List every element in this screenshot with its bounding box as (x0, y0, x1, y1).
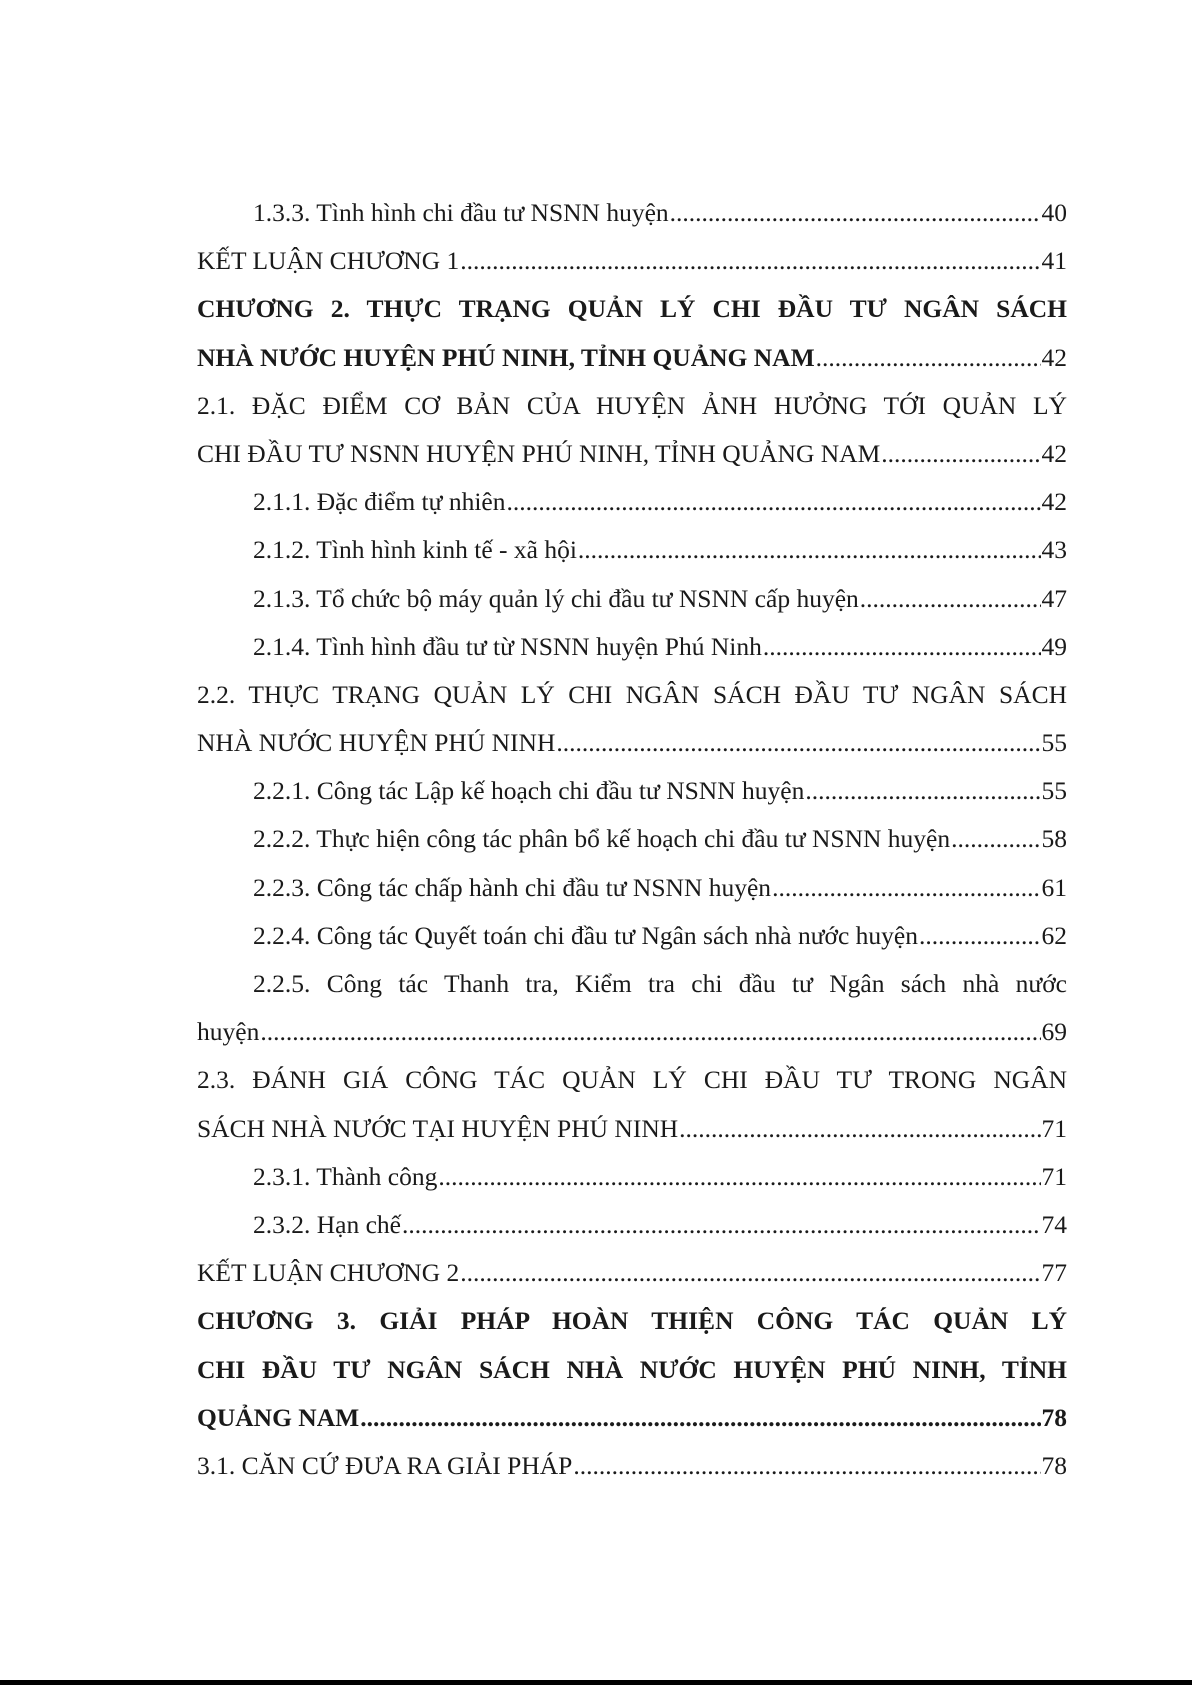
toc-entry-title: KẾT LUẬN CHƯƠNG 1 (197, 246, 460, 276)
toc-page-number: 40 (1041, 198, 1067, 227)
toc-entry-1-3-3[interactable] (197, 189, 1067, 237)
toc-page-number: 42 (1041, 438, 1067, 468)
toc-entry-title: 2.2.4. Công tác Quyết toán chi đầu tư Ngân sách nhà nước huyện (253, 920, 919, 950)
toc-entry-title: 2.2.2. Thực hiện công tác phân bổ kế hoạch chi đầu tư NSNN huyện (253, 824, 951, 854)
toc-entry-2-1-2[interactable] (197, 526, 1067, 574)
dot-leader (460, 1249, 1040, 1297)
toc-page-number: 42 (1041, 342, 1067, 372)
toc-entry-title-line (197, 1105, 1067, 1153)
toc-entry-2-2-2[interactable] (197, 815, 1067, 863)
toc-entry-title: QUẢNG NAM (197, 1402, 360, 1432)
toc-page-number: 55 (1041, 776, 1067, 806)
toc-page-number: 78 (1041, 1450, 1067, 1480)
dot-leader (438, 1153, 1040, 1201)
toc-entry-ket-luan-chuong-2[interactable] (197, 1249, 1067, 1297)
toc-page-number: 47 (1041, 583, 1067, 613)
toc-entry-title-line: 2.1. ĐẶC ĐIỂM CƠ BẢN CỦA HUYỆN ẢNH HƯỞNG TỚI QUẢN LÝ (197, 390, 1067, 420)
toc-page-number: 69 (1041, 1017, 1067, 1047)
toc-entry-title: 2.3.2. Hạn chế (253, 1209, 401, 1239)
toc-entry-title: NHÀ NƯỚC HUYỆN PHÚ NINH (197, 728, 556, 758)
toc-entry-2-2[interactable] (197, 671, 1067, 767)
toc-entry-chuong-2[interactable] (197, 285, 1067, 381)
toc-entry-title-line: 2.3. ĐÁNH GIÁ CÔNG TÁC QUẢN LÝ CHI ĐẦU TƯ TRONG NGÂN (197, 1065, 1067, 1095)
dot-leader (881, 430, 1040, 478)
toc-page-number: 71 (1041, 1161, 1067, 1191)
toc-entry-title: 1.3.3. Tình hình chi đầu tư NSNN huyện (253, 198, 669, 227)
toc-entry-title-line: CHƯƠNG 2. THỰC TRẠNG QUẢN LÝ CHI ĐẦU TƯ NGÂN SÁCH (197, 294, 1067, 324)
toc-entry-2-2-3[interactable] (197, 864, 1067, 912)
dot-leader (951, 815, 1040, 863)
toc-entry-2-1-4[interactable] (197, 623, 1067, 671)
toc-entry-title-line (197, 1008, 1067, 1056)
toc-entry-title: huyện (197, 1017, 260, 1047)
toc-entry-2-3-1[interactable] (197, 1153, 1067, 1201)
toc-entry-2-2-1[interactable] (197, 767, 1067, 815)
toc-entry-title-line: CHI ĐẦU TƯ NGÂN SÁCH NHÀ NƯỚC HUYỆN PHÚ NINH, TỈNH (197, 1354, 1067, 1384)
dot-leader (763, 623, 1041, 671)
toc-entry-2-3-2[interactable] (197, 1201, 1067, 1249)
toc-entry-title-line: 2.2.5. Công tác Thanh tra, Kiểm tra chi đầu tư Ngân sách nhà nước (253, 969, 1067, 998)
dot-leader (860, 575, 1041, 623)
dot-leader (573, 1442, 1040, 1490)
toc-page-number: 55 (1041, 728, 1067, 758)
toc-page-number: 58 (1041, 824, 1067, 854)
toc-entry-title: 2.1.2. Tình hình kinh tế - xã hội (253, 535, 577, 565)
toc-entry-title: 2.1.3. Tổ chức bộ máy quản lý chi đầu tư NSNN cấp huyện (253, 583, 859, 613)
toc-entry-3-1[interactable] (197, 1442, 1067, 1490)
dot-leader (506, 478, 1040, 526)
toc-entry-title: KẾT LUẬN CHƯƠNG 2 (197, 1258, 460, 1288)
dot-leader (260, 1008, 1040, 1056)
dot-leader (360, 1394, 1040, 1442)
dot-leader (805, 767, 1040, 815)
toc-page-number: 77 (1041, 1258, 1067, 1288)
toc-entry-2-1-1[interactable] (197, 478, 1067, 526)
dot-leader (772, 864, 1040, 912)
toc-entry-title-line (197, 719, 1067, 767)
toc-entry-title: 2.3.1. Thành công (253, 1161, 438, 1191)
toc-entry-2-2-4[interactable] (197, 912, 1067, 960)
table-of-contents (197, 189, 1067, 1490)
dot-leader (670, 189, 1041, 237)
dot-leader (402, 1201, 1041, 1249)
dot-leader (460, 237, 1040, 285)
toc-page-number: 49 (1041, 631, 1067, 661)
toc-entry-2-3[interactable] (197, 1056, 1067, 1152)
toc-page-number: 78 (1041, 1402, 1067, 1432)
toc-entry-title-line (197, 1394, 1067, 1442)
toc-entry-title-line: CHƯƠNG 3. GIẢI PHÁP HOÀN THIỆN CÔNG TÁC QUẢN LÝ (197, 1306, 1067, 1336)
dot-leader (679, 1105, 1040, 1153)
toc-page-number: 41 (1041, 246, 1067, 276)
toc-page-number: 42 (1041, 487, 1067, 517)
toc-entry-title-line: 2.2. THỰC TRẠNG QUẢN LÝ CHI NGÂN SÁCH ĐẦU TƯ NGÂN SÁCH (197, 679, 1067, 709)
page-bottom-edge (0, 1680, 1192, 1685)
toc-page-number: 61 (1041, 872, 1067, 902)
toc-page-number: 74 (1041, 1209, 1067, 1239)
dot-leader (816, 334, 1041, 382)
toc-entry-title: SÁCH NHÀ NƯỚC TẠI HUYỆN PHÚ NINH (197, 1113, 679, 1143)
dot-leader (578, 526, 1041, 574)
toc-entry-title-line (197, 430, 1067, 478)
toc-entry-2-2-5[interactable] (197, 960, 1067, 1056)
toc-entry-title: 2.1.1. Đặc điểm tự nhiên (253, 487, 506, 517)
toc-entry-2-1-3[interactable] (197, 575, 1067, 623)
toc-entry-2-1[interactable] (197, 382, 1067, 478)
toc-entry-title: NHÀ NƯỚC HUYỆN PHÚ NINH, TỈNH QUẢNG NAM (197, 342, 815, 372)
toc-entry-title: 2.1.4. Tình hình đầu tư từ NSNN huyện Phú Ninh (253, 631, 762, 661)
toc-entry-title: CHI ĐẦU TƯ NSNN HUYỆN PHÚ NINH, TỈNH QUẢNG NAM (197, 438, 881, 468)
toc-entry-ket-luan-chuong-1[interactable] (197, 237, 1067, 285)
dot-leader (919, 912, 1040, 960)
dot-leader (556, 719, 1040, 767)
toc-page-number: 71 (1041, 1113, 1067, 1143)
toc-entry-chuong-3[interactable] (197, 1297, 1067, 1442)
toc-entry-title: 2.2.1. Công tác Lập kế hoạch chi đầu tư NSNN huyện (253, 776, 805, 806)
toc-page-number: 43 (1041, 535, 1067, 565)
toc-page-number: 62 (1041, 920, 1067, 950)
toc-entry-title-line (197, 334, 1067, 382)
toc-entry-title: 2.2.3. Công tác chấp hành chi đầu tư NSNN huyện (253, 872, 772, 902)
toc-entry-title: 3.1. CĂN CỨ ĐƯA RA GIẢI PHÁP (197, 1450, 573, 1480)
